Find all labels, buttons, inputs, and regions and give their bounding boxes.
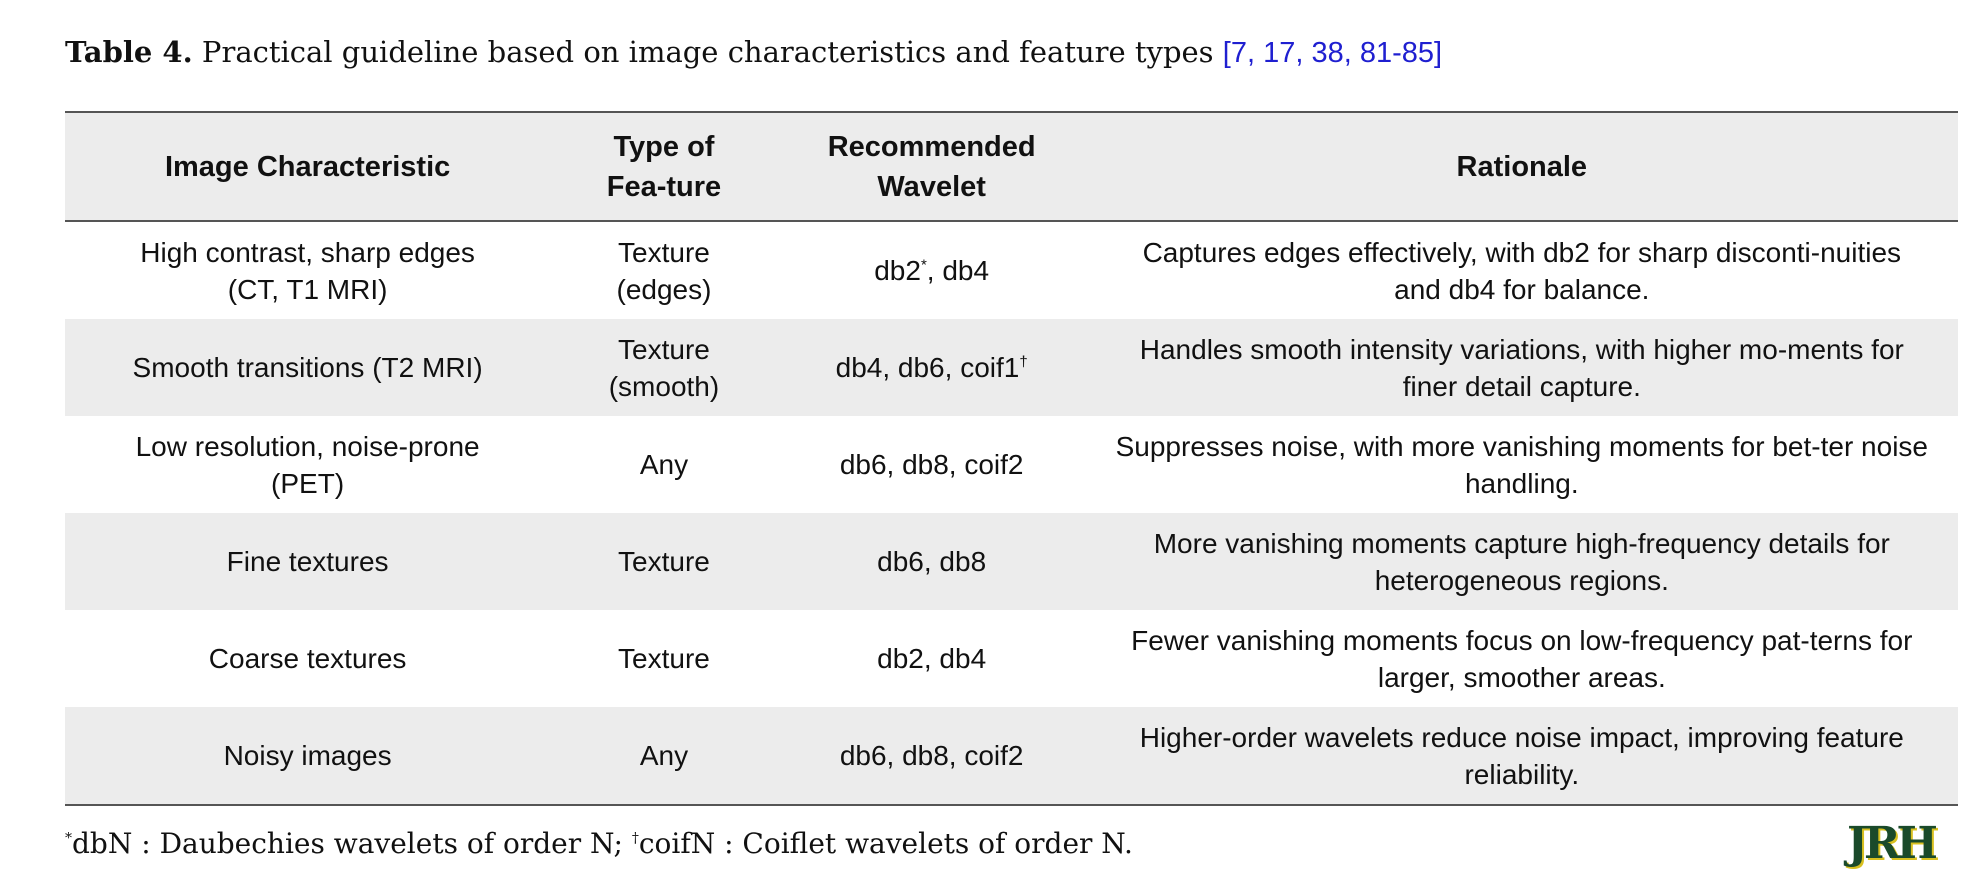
caption-text: Practical guideline based on image characteristics and feature types	[192, 35, 1223, 69]
wavelet-text: db2	[874, 255, 921, 286]
cell-rationale: Fewer vanishing moments focus on low-frequency pat-terns for larger, smoother areas.	[1131, 624, 1913, 693]
cell-characteristic: Fine textures	[65, 513, 550, 610]
table-row	[65, 416, 1958, 513]
cell-feature: Texture (edges)	[616, 236, 712, 305]
cell-wavelet: db6, db8	[778, 513, 1086, 610]
wavelet-text: db4, db6, coif1	[835, 352, 1020, 383]
guideline-table	[65, 111, 1958, 806]
caption-references: [7, 17, 38, 81-85]	[1222, 37, 1443, 69]
footnote-coifn: coifN : Coiflet wavelets of order N.	[638, 827, 1133, 860]
table-header-row	[65, 112, 1958, 221]
cell-wavelet: db6, db8, coif2	[839, 449, 1024, 480]
table-row	[65, 319, 1958, 416]
cell-rationale: Higher-order wavelets reduce noise impact, improving feature reliability.	[1086, 707, 1958, 805]
table-row	[65, 610, 1958, 707]
cell-rationale: Suppresses noise, with more vanishing moments for bet-ter noise handling.	[1115, 430, 1928, 499]
cell-characteristic: Noisy images	[65, 707, 550, 805]
cell-wavelet	[778, 221, 1086, 319]
cell-feature: Any	[550, 707, 778, 805]
cell-wavelet: db6, db8, coif2	[778, 707, 1086, 805]
journal-logo: JRH	[1847, 818, 1934, 869]
table-footnote	[65, 827, 1133, 860]
header-recommended-wavelet: Recommended Wavelet	[778, 112, 1086, 221]
table-row	[65, 513, 1958, 610]
header-rationale: Rationale	[1086, 112, 1958, 221]
table-row	[65, 707, 1958, 805]
cell-characteristic: High contrast, sharp edges (CT, T1 MRI)	[140, 236, 475, 305]
table-label: Table 4.	[65, 35, 193, 69]
table-caption	[65, 35, 1442, 70]
cell-feature: Any	[639, 449, 689, 480]
wavelet-footnote-mark: *	[920, 256, 927, 274]
cell-feature: Texture (smooth)	[550, 319, 778, 416]
cell-rationale: More vanishing moments capture high-frequency details for heterogeneous regions.	[1086, 513, 1958, 610]
footnote-dbn: dbN : Daubechies wavelets of order N;	[72, 827, 632, 860]
footnote-mark-asterisk: *	[65, 830, 72, 847]
wavelet-footnote-mark: †	[1019, 353, 1028, 371]
cell-rationale: Handles smooth intensity variations, with higher mo-ments for finer detail capture.	[1086, 319, 1958, 416]
cell-wavelet	[778, 319, 1086, 416]
cell-feature: Texture	[618, 643, 710, 674]
cell-feature: Texture	[550, 513, 778, 610]
cell-characteristic: Smooth transitions (T2 MRI)	[65, 319, 550, 416]
header-image-characteristic: Image Characteristic	[65, 112, 550, 221]
cell-wavelet: db2, db4	[877, 643, 987, 674]
cell-characteristic: Coarse textures	[208, 643, 407, 674]
table-row	[65, 221, 1958, 319]
footnote-mark-dagger: †	[631, 830, 639, 847]
cell-characteristic: Low resolution, noise-prone (PET)	[135, 430, 480, 499]
header-type-of-feature: Type of Fea-ture	[550, 112, 778, 221]
cell-rationale: Captures edges effectively, with db2 for sharp disconti-nuities and db4 for balance.	[1142, 236, 1902, 305]
wavelet-text: , db4	[926, 255, 990, 286]
